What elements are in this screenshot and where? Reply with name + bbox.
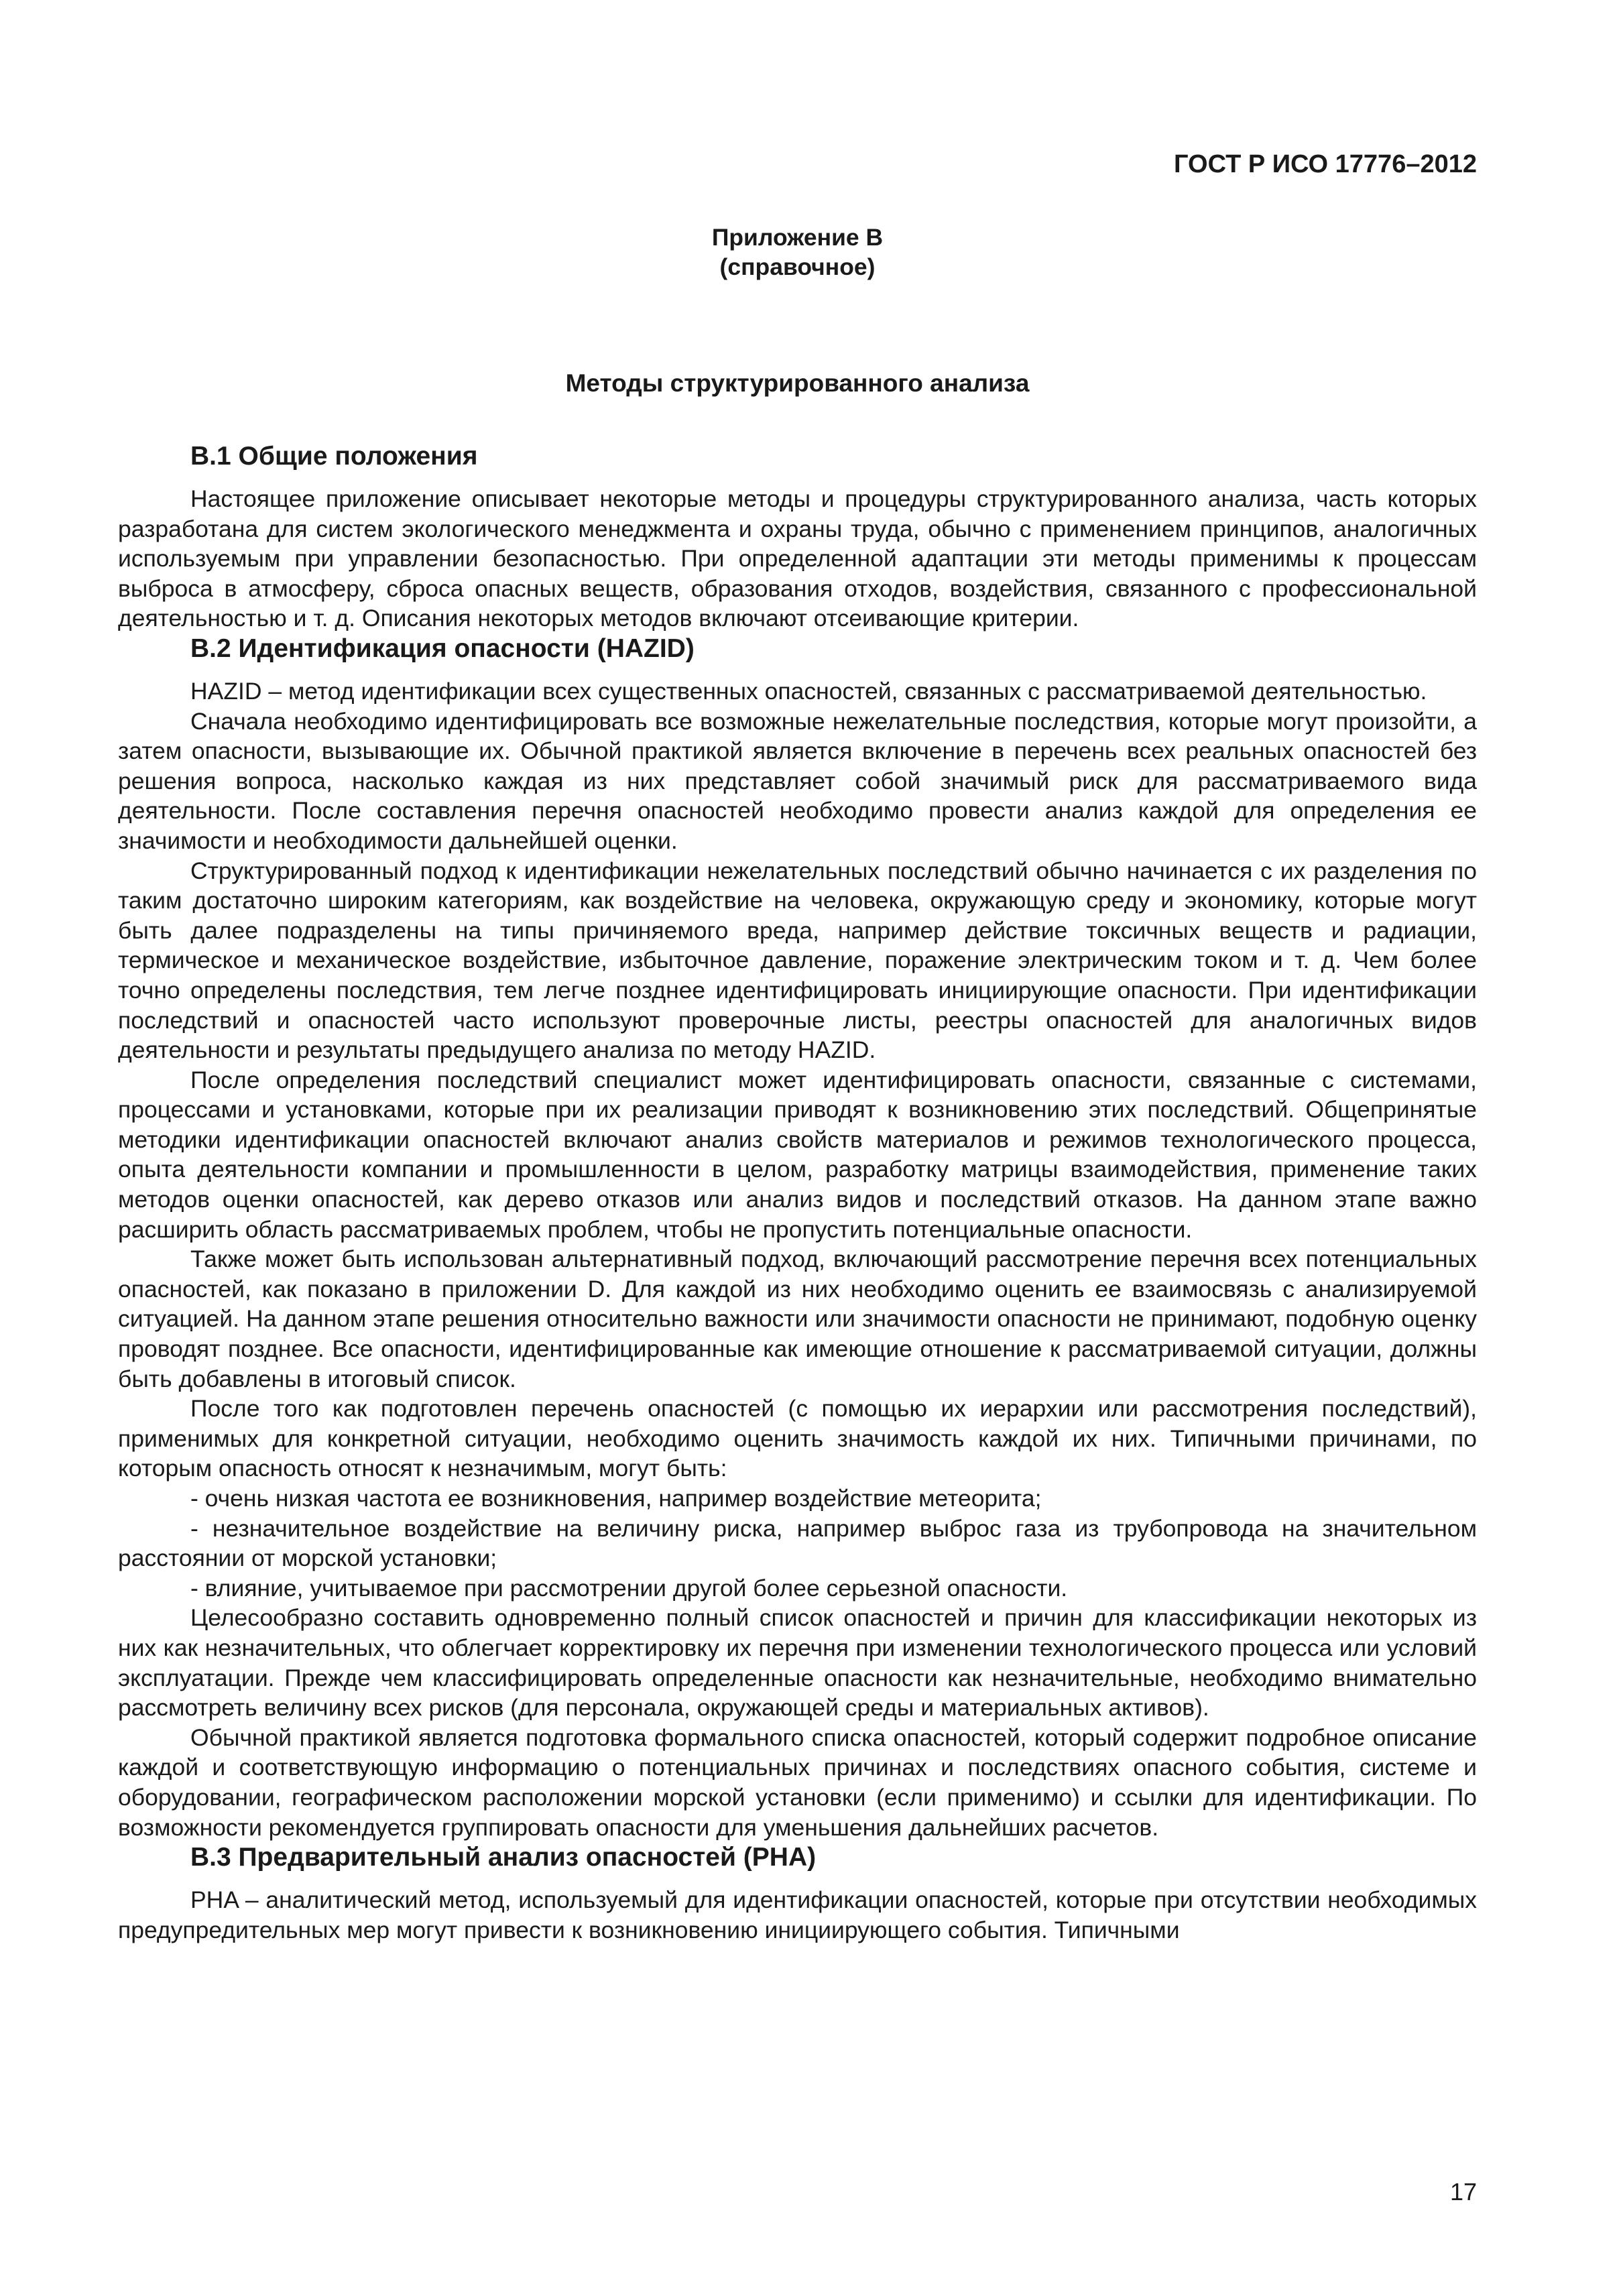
paragraph: HAZID – метод идентификации всех существенных опасностей, связанных с рассматриваемой деятельностью. <box>190 677 1427 705</box>
paragraph: Целесообразно составить одновременно полный список опасностей и причин для классификации некоторых из них как незначительных, что облегчает корректировку их перечня при изменении технологического процесса или условий эксплуатации. Прежде чем классифицировать определенные опасности как незначительные, необходимо внимательно рассмотреть величину всех рисков (для персонала, окружающей среды и материальных активов). <box>118 1604 1477 1721</box>
list-item: - очень низкая частота ее возникновения, например воздействие метеорита; <box>190 1485 1042 1512</box>
paragraph: Сначала необходимо идентифицировать все возможные нежелательные последствия, которые могут произойти, а затем опасности, вызывающие их. Обычной практикой является включение в перечень всех реальных опасностей без решения вопроса, насколько каждая из них представляет собой значимый риск для рассматриваемого вида деятельности. После составления перечня опасностей необходимо провести анализ каждой для определения ее значимости и необходимости дальнейшей оценки. <box>118 707 1477 854</box>
page-number: 17 <box>1449 2178 1477 2206</box>
paragraph: Обычной практикой является подготовка формального списка опасностей, который содержит подробное описание каждой и соответствующую информацию о потенциальных причинах и последствиях опасного события, системе и оборудовании, географическом расположении морской установки (если применимо) и ссылки для идентификации. По возможности рекомендуется группировать опасности для уменьшения дальнейших расчетов. <box>118 1724 1477 1841</box>
section-heading-b3: В.3 Предварительный анализ опасностей (PHA) <box>190 1843 817 1872</box>
paragraph: После того как подготовлен перечень опасностей (с помощью их иерархии или рассмотрения последствий), применимых для конкретной ситуации, необходимо оценить значимость каждой их них. Типичными причинами, по которым опасность относят к незначимым, могут быть: <box>118 1395 1477 1482</box>
paragraph: Настоящее приложение описывает некоторые методы и процедуры структурированного анализа, часть которых разработана для систем экологического менеджмента и охраны труда, обычно с применением принципов, аналогичных используемым при управлении безопасностью. При определенной адаптации эти методы применимы к процессам выброса в атмосферу, сброса опасных веществ, образования отходов, воздействия, связанного с профессиональной деятельностью и т. д. Описания некоторых методов включают отсеивающие критерии. <box>118 485 1477 632</box>
section-heading-b2: В.2 Идентификация опасности (HAZID) <box>190 633 695 663</box>
paragraph: Структурированный подход к идентификации нежелательных последствий обычно начинается с их разделения по таким достаточно широким категориям, как воздействие на человека, окружающую среду и экономику, которые могут быть далее подразделены на типы причиняемого вреда, например действие токсичных веществ и радиации, термическое и механическое воздействие, избыточное давление, поражение электрическим током и т. д. Чем более точно определены последствия, тем легче позднее идентифицировать инициирующие опасности. При идентификации последствий и опасностей часто используют проверочные листы, реестры опасностей для аналогичных видов деятельности и результаты предыдущего анализа по методу HAZID. <box>118 857 1477 1064</box>
paragraph: PHA – аналитический метод, используемый для идентификации опасностей, которые при отсутствии необходимых предупредительных мер могут привести к возникновению инициирующего события. Типичными <box>118 1886 1477 1943</box>
paragraph: После определения последствий специалист может идентифицировать опасности, связанные с системами, процессами и установками, которые при их реализации приводят к возникновению этих последствий. Общепринятые методики идентификации опасностей включают анализ свойств материалов и режимов технологического процесса, опыта деятельности компании и промышленности в целом, разработку матрицы взаимодействия, применение таких методов оценки опасностей, как дерево отказов или анализ видов и последствий отказов. На данном этапе важно расширить область рассматриваемых проблем, чтобы не пропустить потенциальные опасности. <box>118 1066 1477 1243</box>
annex-note: (справочное) <box>719 253 876 280</box>
list-item: - незначительное воздействие на величину риска, например выброс газа из трубопровода на значительном расстоянии от морской установки; <box>118 1514 1477 1572</box>
reasons-list <box>118 1484 1477 1603</box>
list-item: - влияние, учитываемое при рассмотрении другой более серьезной опасности. <box>190 1574 1068 1602</box>
paragraph: Также может быть использован альтернативный подход, включающий рассмотрение перечня всех потенциальных опасностей, как показано в приложении D. Для каждой из них необходимо оценить ее взаимосвязь с анализируемой ситуацией. На данном этапе решения относительно важности или значимости опасности не принимают, подобную оценку проводят позднее. Все опасности, идентифицированные как имеющие отношение к рассматриваемой ситуации, должны быть добавлены в итоговый список. <box>118 1246 1477 1392</box>
section-heading-b1: В.1 Общие положения <box>190 442 478 471</box>
standard-header: ГОСТ Р ИСО 17776–2012 <box>1173 150 1477 178</box>
annex-heading <box>118 223 1477 282</box>
annex-title: Приложение В <box>711 224 884 251</box>
document-title: Методы структурированного анализа <box>565 369 1030 397</box>
